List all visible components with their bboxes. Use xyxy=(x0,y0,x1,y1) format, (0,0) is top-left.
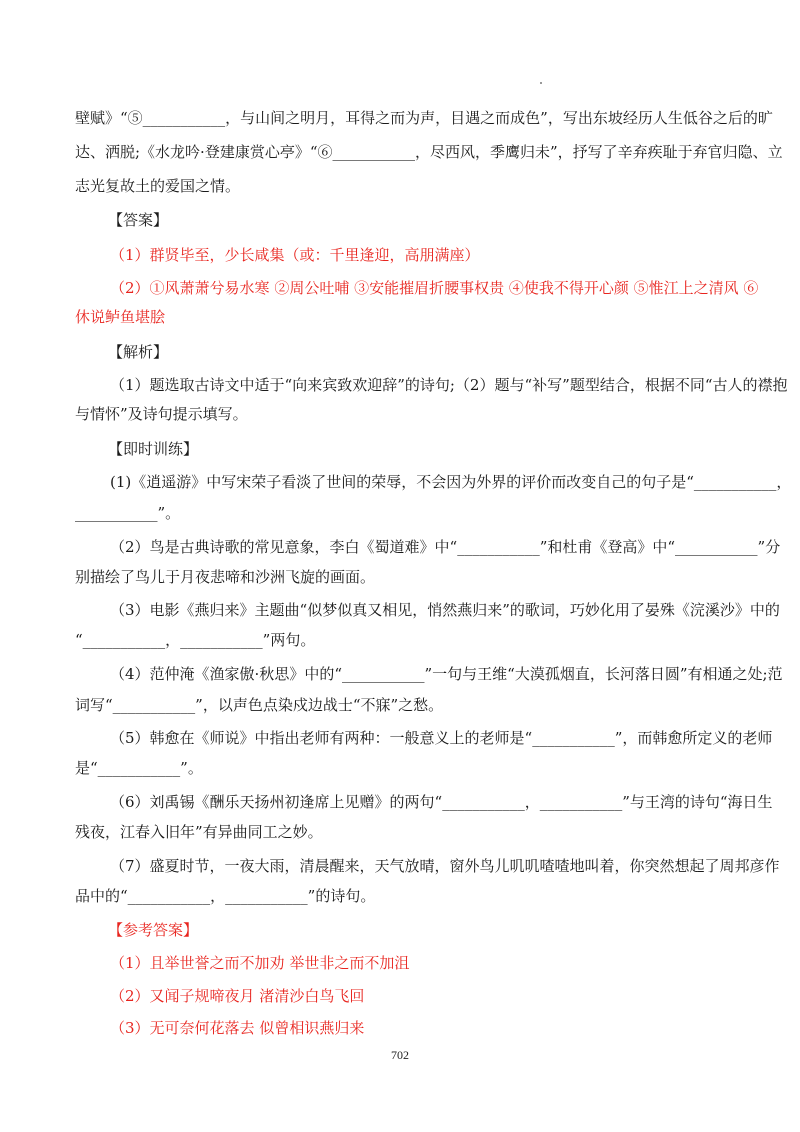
scan-speck xyxy=(540,82,542,84)
text-line: 残夜，江春入旧年”有异曲同工之妙。 xyxy=(75,823,323,841)
text-line: 休说鲈鱼堪脍 xyxy=(75,308,166,326)
text-line: （1）且举世誉之而不加劝 举世非之而不加沮 xyxy=(110,954,410,972)
text-line: 志光复故土的爱国之情。 xyxy=(75,177,241,195)
text-line: 达、洒脱;《水龙吟·登建康赏心亭》“⑥___________，尽西风，季鹰归未”，抒写了辛弃疾耻于弃官归隐、立 xyxy=(75,143,783,161)
text-line: “___________，___________”两句。 xyxy=(75,631,316,649)
section-heading: 【答案】 xyxy=(108,211,169,229)
text-line: （1）题选取古诗文中适于“向来宾致欢迎辞”的诗句;（2）题与“补写”题型结合，根据不同“古人的襟抱 xyxy=(110,376,788,394)
text-line: （6）刘禹锡《酬乐天扬州初逢席上见赠》的两句“___________，___________”与王湾的诗句“海日生 xyxy=(110,793,773,811)
text-line: 是“___________”。 xyxy=(75,759,203,777)
text-line: 词写“___________”，以声色点染戍边战士“不寐”之愁。 xyxy=(75,696,444,714)
section-heading: 【即时训练】 xyxy=(108,440,199,458)
text-line: 品中的“___________，___________”的诗句。 xyxy=(75,887,376,905)
text-line: (1)《逍遥游》中写宋荣子看淡了世间的荣辱，不会因为外界的评价而改变自己的句子是“___________， xyxy=(110,473,792,491)
text-line: （1）群贤毕至，少长咸集（或：千里逢迎，高朋满座） xyxy=(110,246,480,264)
section-heading: 【解析】 xyxy=(108,343,169,361)
text-line: 别描绘了鸟儿于月夜悲啼和沙洲飞旋的画面。 xyxy=(75,568,376,586)
text-line: （7）盛夏时节，一夜大雨，清晨醒来，天气放晴，窗外鸟儿叽叽喳喳地叫着，你突然想起了周邦彦作 xyxy=(110,857,780,875)
page-number: 702 xyxy=(391,1048,409,1062)
text-line: （4）范仲淹《渔家傲·秋思》中的“___________”一句与王维“大漠孤烟直，长河落日圆”有相通之处;范 xyxy=(110,665,783,683)
text-line: （5）韩愈在《师说》中指出老师有两种：一般意义上的老师是“___________”，而韩愈所定义的老师 xyxy=(110,729,773,747)
section-heading: 【参考答案】 xyxy=(108,921,199,939)
text-line: （3）无可奈何花落去 似曾相识燕归来 xyxy=(110,1019,365,1037)
text-line: （2）①风萧萧兮易水寒 ②周公吐哺 ③安能摧眉折腰事权贵 ④使我不得开心颜 ⑤惟江上之清风 ⑥ xyxy=(110,279,759,297)
text-line: ___________”。 xyxy=(75,504,181,522)
text-line: 与情怀”及诗句提示填写。 xyxy=(75,405,248,423)
text-line: （2）又闻子规啼夜月 渚清沙白鸟飞回 xyxy=(110,987,365,1005)
text-line: （3）电影《燕归来》主题曲“似梦似真又相见，悄然燕归来”的歌词，巧妙化用了晏殊《浣溪沙》中的 xyxy=(110,601,780,619)
text-line: 壁赋》“⑤___________，与山间之明月，耳得之而为声，目遇之而成色”，写出东坡经历人生低谷之后的旷 xyxy=(75,109,773,127)
text-line: （2）鸟是古典诗歌的常见意象，李白《蜀道难》中“___________”和杜甫《登高》中“___________”分 xyxy=(110,538,781,556)
